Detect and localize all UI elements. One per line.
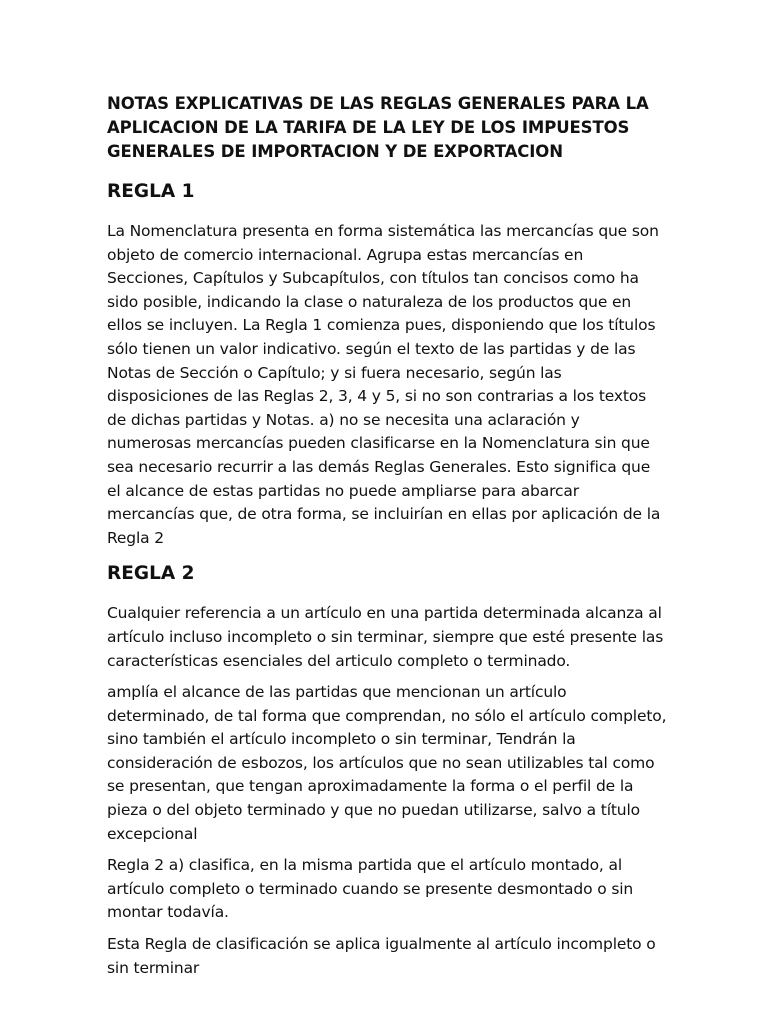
section-heading: REGLA 2 bbox=[107, 563, 195, 585]
paragraph: Cualquier referencia a un artículo en una partida determinada alcanza al artículo incluso incompleto o sin terminar, siempre que esté presente las características esenciales del articulo completo o terminado. bbox=[107, 604, 664, 670]
paragraph: amplía el alcance de las partidas que mencionan un artículo determinado, de tal forma que comprendan, no sólo el artículo completo, sino también el artículo incompleto o sin terminar, Tendrán la consideración de esbozos, los artículos que no sean utilizables tal como se presentan, que tengan aproximadamente la forma o el perfil de la pieza o del objeto terminado y que no puedan utilizarse, salvo a título excepcional bbox=[107, 683, 667, 843]
section-regla-1 bbox=[107, 179, 668, 550]
paragraph: La Nomenclatura presenta en forma sistemática las mercancías que son objeto de comercio internacional. Agrupa estas mercancías en Secciones, Capítulos y Subcapítulos, con títulos tan concisos como ha sido posible, indicando la clase o naturaleza de los productos que en ellos se incluyen. La Regla 1 comienza pues, disponiendo que los títulos sólo tienen un valor indicativo. según el texto de las partidas y de las Notas de Sección o Capítulo; y si fuera necesario, según las disposiciones de las Reglas 2, 3, 4 y 5, si no son contrarias a los textos de dichas partidas y Notas. a) no se necesita una aclaración y numerosas mercancías pueden clasificarse en la Nomenclatura sin que sea necesario recurrir a las demás Reglas Generales. Esto significa que el alcance de estas partidas no puede ampliarse para abarcar mercancías que, de otra forma, se incluirían en ellas por aplicación de la Regla 2 bbox=[107, 222, 661, 547]
section-heading: REGLA 1 bbox=[107, 181, 195, 202]
paragraph: Esta Regla de clasificación se aplica igualmente al artículo incompleto o sin terminar bbox=[107, 935, 656, 977]
section-regla-2 bbox=[107, 561, 668, 980]
document-title: NOTAS EXPLICATIVAS DE LAS REGLAS GENERALES PARA LA APLICACION DE LA TARIFA DE LA LEY DE LOS IMPUESTOS GENERALES DE IMPORTACION Y DE EXPORTACION bbox=[107, 94, 649, 161]
paragraph: Regla 2 a) clasifica, en la misma partida que el artículo montado, al artículo completo o terminado cuando se presente desmontado o sin montar todavía. bbox=[107, 856, 634, 922]
